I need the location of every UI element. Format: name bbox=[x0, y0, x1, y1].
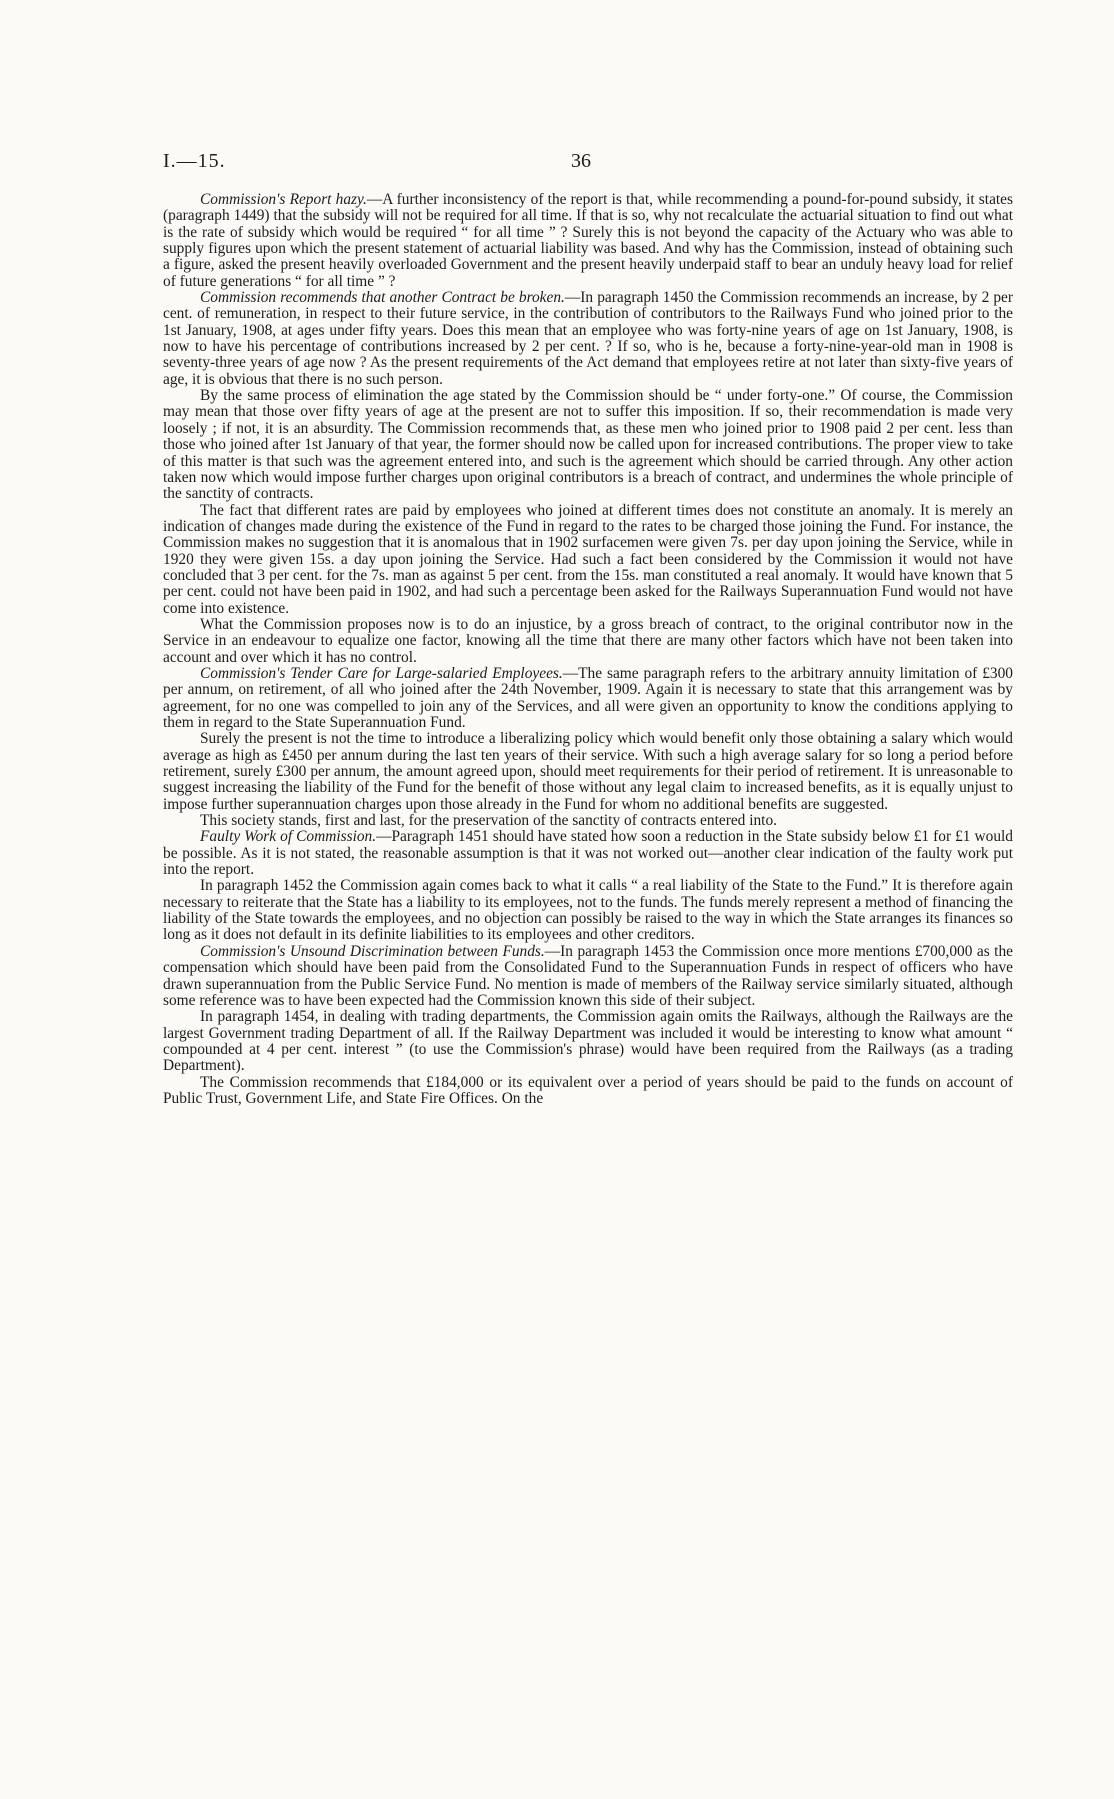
paragraph bbox=[163, 290, 1013, 388]
paragraph-text: —The same paragraph refers to the arbitrary annuity limitation of £300 per annum, on retirement, of all who joined after the 24th November, 1909. Again it is necessary to state that this arrangement was by agreement, for no one was compelled to join any of the Services, and all were given an opportunity to know the conditions applying to them in regard to the State Superannuation Fund. bbox=[163, 664, 1013, 731]
paragraph-heading: Faulty Work of Commission. bbox=[200, 828, 377, 846]
paragraph-text: —Paragraph 1451 should have stated how soon a reduction in the State subsidy below £1 for £1 would be possible. As it is not stated, the reasonable assumption is that it was not worked out—another clear indication of the faulty work put into the report. bbox=[163, 828, 1013, 879]
paragraph-text: The Commission recommends that £184,000 or its equivalent over a period of years should be paid to the funds on account of Public Trust, Government Life, and State Fire Offices. On the bbox=[163, 1073, 1013, 1107]
paragraph-text: —A further inconsistency of the report is that, while recommending a pound-for-pound subsidy, it states (paragraph 1449) that the subsidy will not be required for all time. If that is so, why not recalculate the actuarial situation to find out what is the rate of subsidy which would be required “ for all time ” ? Surely this is not beyond the capacity of the Actuary who was able to supply figures upon which the present statement of actuarial liability was based. And why has the Commission, instead of obtaining such a figure, asked the present heavily overloaded Government and the present heavily underpaid staff to bear an unduly heavy load for relief of future generations “ for all time ” ? bbox=[163, 191, 1013, 290]
paragraph-text: This society stands, first and last, for the preservation of the sanctity of contracts entered into. bbox=[200, 812, 777, 830]
paragraph-text: —In paragraph 1453 the Commission once more mentions £700,000 as the compensation which should have been paid from the Consolidated Fund to the Superannuation Funds in respect of officers who have drawn superannuation from the Public Service Fund. No mention is made of members of the Railway service similarly situated, although some reference was to have been expected had the Commission known this side of their subject. bbox=[163, 942, 1013, 1009]
paragraph bbox=[163, 666, 1013, 731]
paragraph bbox=[163, 617, 1013, 666]
paragraph-text: What the Commission proposes now is to do an injustice, by a gross breach of contract, to the original contributor now in the Service in an endeavour to equalize one factor, knowing all the time that there are many other factors which have not been taken into account and over which it has no control. bbox=[163, 615, 1013, 666]
paragraph bbox=[163, 503, 1013, 617]
paragraph bbox=[163, 192, 1013, 290]
paragraph bbox=[163, 1009, 1013, 1074]
paragraph bbox=[163, 829, 1013, 878]
page-header bbox=[163, 150, 1013, 174]
paragraph-heading: Commission recommends that another Contract be broken. bbox=[200, 289, 565, 307]
paragraph bbox=[163, 813, 1013, 829]
paragraph-text: In paragraph 1452 the Commission again comes back to what it calls “ a real liability of the State to the Fund.” It is therefore again necessary to reiterate that the State has a liability to its employees, not to the funds. The funds merely represent a method of financing the liability of the State towards the employees, and no objection can possibly be raised to the way in which the State arranges its finances so long as it does not default in its definite liabilities to its employees and other creditors. bbox=[163, 877, 1013, 944]
paragraph bbox=[163, 944, 1013, 1009]
paragraph-text: In paragraph 1454, in dealing with trading departments, the Commission again omits the Railways, although the Railways are the largest Government trading Department of all. If the Railway Department was included it would be interesting to know what amount “ compounded at 4 per cent. interest ” (to use the Commission's phrase) would have been required from the Railways (as a trading Department). bbox=[163, 1008, 1013, 1075]
paragraph-text: By the same process of elimination the age stated by the Commission should be “ under forty-one.” Of course, the Commission may mean that those over fifty years of age at the present are not to suffer this imposition. If so, their recommendation is made very loosely ; if not, it is an absurdity. The Commission recommends that, as these men who joined prior to 1908 paid 2 per cent. less than those who joined after 1st January of that year, the former should now be called upon for increased contributions. The proper view to take of this matter is that such was the agreement entered into, and such is the agreement which should be carried through. Any other action taken now which would impose further charges upon original contributors is a breach of contract, and undermines the whole principle of the sanctity of contracts. bbox=[163, 387, 1013, 503]
paragraph-text: —In paragraph 1450 the Commission recommends an increase, by 2 per cent. of remuneration, in respect to their future service, in the contribution of contributors to the Railways Fund who joined prior to the 1st January, 1908, at ages under fifty years. Does this mean that an employee who was forty-nine years of age on 1st January, 1908, is now to have his percentage of contributions increased by 2 per cent. ? If so, who is he, because a forty-nine-year-old man in 1908 is seventy-three years of age now ? As the present requirements of the Act demand that employees retire at not later than sixty-five years of age, it is obvious that there is no such person. bbox=[163, 289, 1014, 388]
paragraph-heading: Commission's Unsound Discrimination between Funds. bbox=[200, 942, 545, 960]
paragraph-text: The fact that different rates are paid by employees who joined at different times does not constitute an anomaly. It is merely an indication of changes made during the existence of the Fund in regard to the rates to be charged those joining the Fund. For instance, the Commission makes no suggestion that it is anomalous that in 1902 surfacemen were given 7s. per day upon joining the Service, while in 1920 they were given 15s. a day upon joining the Service. Had such a fact been considered by the Commission it would not have concluded that 3 per cent. for the 7s. man as against 5 per cent. from the 15s. man constituted a real anomaly. It would have known that 5 per cent. could not have been paid in 1902, and had such a percentage been asked for the Railways Superannuation Fund would not have come into existence. bbox=[163, 501, 1013, 617]
paragraph bbox=[163, 1075, 1013, 1108]
page-number: 36 bbox=[571, 150, 591, 172]
paragraph bbox=[163, 878, 1013, 943]
paragraph-text: Surely the present is not the time to introduce a liberalizing policy which would benefit only those obtaining a salary which would average as high as £450 per annum during the last ten years of their service. With such a high average salary for so long a period before retirement, surely £300 per annum, the amount agreed upon, should meet requirements for their period of retirement. It is unreasonable to suggest increasing the liability of the Fund for the benefit of those without any legal claim to increased benefits, as it is equally unjust to impose further superannuation charges upon those already in the Fund for whom no additional benefits are suggested. bbox=[163, 730, 1013, 813]
document-reference: I.—15. bbox=[163, 150, 226, 172]
paragraph-heading: Commission's Report hazy. bbox=[200, 191, 367, 208]
paragraph-heading: Commission's Tender Care for Large-salaried Employees. bbox=[200, 664, 563, 682]
paragraph bbox=[163, 388, 1013, 502]
document-body bbox=[163, 192, 1013, 1107]
paragraph bbox=[163, 731, 1013, 813]
